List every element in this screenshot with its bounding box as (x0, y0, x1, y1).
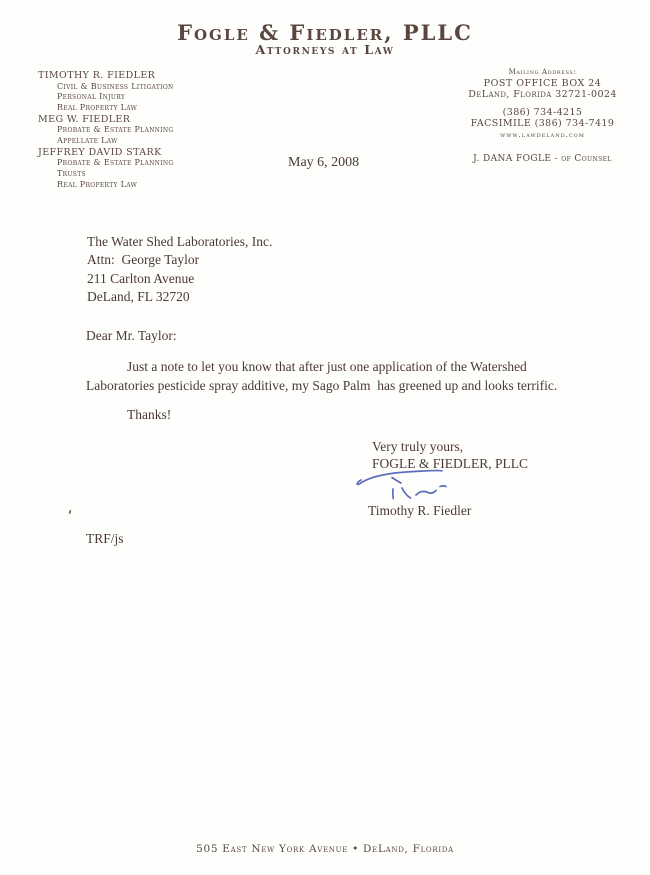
attorney-practice-area: Probate & Estate Planning (57, 125, 174, 135)
of-counsel-line: J. DANA FOGLE - of Counsel (473, 153, 612, 164)
attorney-practice-area: Real Property Law (57, 103, 138, 113)
attorney-name: TIMOTHY R. FIEDLER (38, 70, 156, 81)
contact-block (425, 68, 650, 164)
recipient-line: The Water Shed Laboratories, Inc. (87, 234, 273, 249)
attorney-practice-area: Civil & Business Litigation (57, 81, 174, 91)
attorney-list (38, 70, 268, 191)
attorney-practice-area: Appellate Law (57, 136, 118, 146)
closing-line: FOGLE & FIEDLER, PLLC (372, 455, 529, 471)
po-box-line: POST OFFICE BOX 24 (483, 77, 602, 89)
website-line: www.lawdeland.com (500, 130, 585, 139)
signature-ink-scribble (352, 462, 472, 504)
city-state-zip-line: DeLand, Florida 32721-0024 (468, 88, 617, 100)
recipient-block (87, 233, 272, 307)
body-paragraph: Just a note to let you know that after just one application of the Watershed Laboratories pesticide spray additive, my Sago Palm has greened up and looks terrific. (86, 359, 558, 394)
phone-line: (386) 734-4215 (502, 106, 583, 118)
attorney-group (38, 147, 268, 191)
attorney-name: JEFFREY DAVID STARK (38, 146, 162, 158)
thanks-line: Thanks! (127, 407, 172, 422)
firm-name: Fogle & Fiedler, PLLC (177, 20, 473, 45)
attorney-group (38, 114, 268, 147)
ink-speck (69, 510, 72, 514)
closing-line: Very truly yours, (372, 439, 464, 454)
footer-address: 505 East New York Avenue • DeLand, Florida (196, 843, 454, 855)
attorney-practice-area: Real Property Law (57, 180, 138, 190)
recipient-line: DeLand, FL 32720 (87, 289, 190, 305)
fax-line: FACSIMILE (386) 734-7419 (470, 117, 615, 129)
attorney-practice-area: Personal Injury (57, 92, 126, 102)
recipient-line: 211 Carlton Avenue (87, 270, 195, 286)
recipient-line: Attn: George Taylor (87, 252, 200, 268)
firm-tagline: Attorneys at Law (255, 42, 395, 57)
signer-name: Timothy R. Fiedler (368, 503, 472, 518)
letter-date: May 6, 2008 (288, 155, 360, 170)
attorney-name: MEG W. FIEDLER (38, 113, 131, 125)
attorney-practice-area: Probate & Estate Planning (57, 158, 174, 168)
attorney-practice-area: Trusts (57, 169, 86, 179)
reference-initials: TRF/js (86, 531, 124, 546)
attorney-group (38, 70, 268, 114)
mailing-address-label: Mailing Address: (508, 68, 577, 76)
salutation: Dear Mr. Taylor: (86, 328, 177, 343)
